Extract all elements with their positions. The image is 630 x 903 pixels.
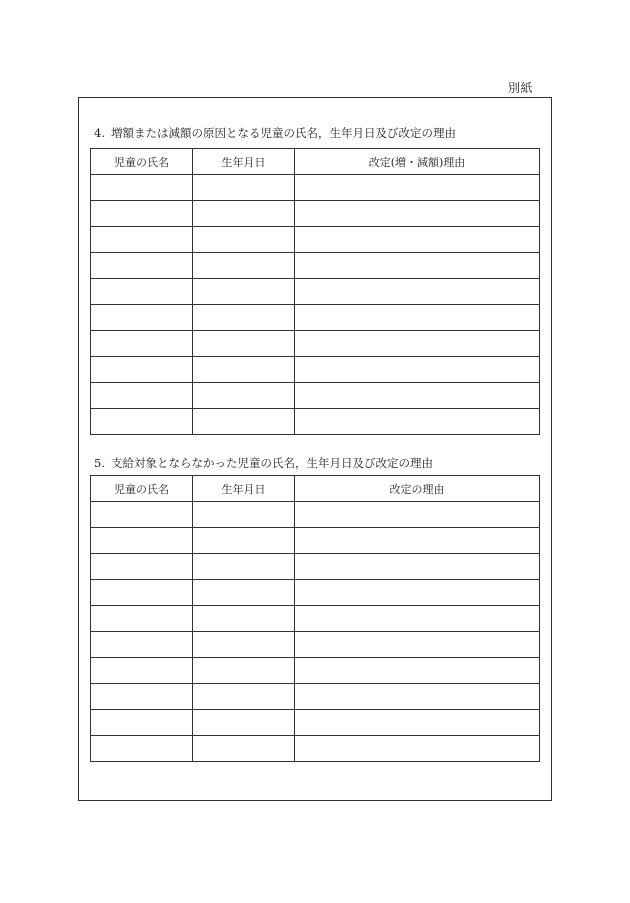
child-name-cell[interactable] xyxy=(91,580,193,606)
child-name-cell[interactable] xyxy=(91,201,193,227)
section-4-header-row xyxy=(91,149,540,175)
section-4-table xyxy=(90,148,540,435)
birth-date-cell[interactable] xyxy=(193,331,295,357)
child-name-cell[interactable] xyxy=(91,357,193,383)
birth-date-cell[interactable] xyxy=(193,528,295,554)
table-row xyxy=(91,279,540,305)
table-row xyxy=(91,684,540,710)
child-name-cell[interactable] xyxy=(91,227,193,253)
column-header-revision-reason: 改定(増・減額)理由 xyxy=(295,149,540,175)
section-4-title xyxy=(94,126,456,140)
birth-date-cell[interactable] xyxy=(193,175,295,201)
birth-date-cell[interactable] xyxy=(193,357,295,383)
revision-reason-cell[interactable] xyxy=(295,305,540,331)
table-row xyxy=(91,357,540,383)
birth-date-cell[interactable] xyxy=(193,736,295,762)
table-row xyxy=(91,409,540,435)
child-name-cell[interactable] xyxy=(91,684,193,710)
section-5-title xyxy=(94,456,433,470)
child-name-cell[interactable] xyxy=(91,253,193,279)
table-row xyxy=(91,528,540,554)
table-row xyxy=(91,658,540,684)
child-name-cell[interactable] xyxy=(91,710,193,736)
revision-reason-cell[interactable] xyxy=(295,580,540,606)
revision-reason-cell[interactable] xyxy=(295,279,540,305)
revision-reason-cell[interactable] xyxy=(295,528,540,554)
child-name-cell[interactable] xyxy=(91,554,193,580)
table-row xyxy=(91,710,540,736)
column-header-child-name: 児童の氏名 xyxy=(91,149,193,175)
revision-reason-cell[interactable] xyxy=(295,201,540,227)
birth-date-cell[interactable] xyxy=(193,502,295,528)
section-5-table xyxy=(90,475,540,762)
revision-reason-cell[interactable] xyxy=(295,253,540,279)
revision-reason-cell[interactable] xyxy=(295,606,540,632)
child-name-cell[interactable] xyxy=(91,736,193,762)
birth-date-cell[interactable] xyxy=(193,383,295,409)
child-name-cell[interactable] xyxy=(91,383,193,409)
birth-date-cell[interactable] xyxy=(193,606,295,632)
birth-date-cell[interactable] xyxy=(193,632,295,658)
revision-reason-cell[interactable] xyxy=(295,710,540,736)
child-name-cell[interactable] xyxy=(91,658,193,684)
child-name-cell[interactable] xyxy=(91,502,193,528)
table-row xyxy=(91,175,540,201)
revision-reason-cell[interactable] xyxy=(295,554,540,580)
column-header-child-name: 児童の氏名 xyxy=(91,476,193,502)
birth-date-cell[interactable] xyxy=(193,201,295,227)
child-name-cell[interactable] xyxy=(91,409,193,435)
annex-label: 別紙 xyxy=(508,81,534,95)
table-row xyxy=(91,736,540,762)
birth-date-cell[interactable] xyxy=(193,658,295,684)
birth-date-cell[interactable] xyxy=(193,305,295,331)
section-5-table-body xyxy=(91,502,540,762)
table-row xyxy=(91,606,540,632)
revision-reason-cell[interactable] xyxy=(295,409,540,435)
table-row xyxy=(91,201,540,227)
revision-reason-cell[interactable] xyxy=(295,227,540,253)
child-name-cell[interactable] xyxy=(91,279,193,305)
revision-reason-cell[interactable] xyxy=(295,658,540,684)
revision-reason-cell[interactable] xyxy=(295,502,540,528)
table-row xyxy=(91,554,540,580)
table-row xyxy=(91,227,540,253)
table-row xyxy=(91,632,540,658)
column-header-birth-date: 生年月日 xyxy=(193,476,295,502)
section-4-title-text: 増額または減額の原因となる児童の氏名，生年月日及び改定の理由 xyxy=(110,126,456,140)
revision-reason-cell[interactable] xyxy=(295,331,540,357)
revision-reason-cell[interactable] xyxy=(295,175,540,201)
birth-date-cell[interactable] xyxy=(193,253,295,279)
table-row xyxy=(91,305,540,331)
birth-date-cell[interactable] xyxy=(193,279,295,305)
column-header-birth-date: 生年月日 xyxy=(193,149,295,175)
section-4-table-body xyxy=(91,175,540,435)
revision-reason-cell[interactable] xyxy=(295,632,540,658)
table-row xyxy=(91,253,540,279)
birth-date-cell[interactable] xyxy=(193,227,295,253)
table-row xyxy=(91,383,540,409)
column-header-revision-reason: 改定の理由 xyxy=(295,476,540,502)
section-4-number: 4. xyxy=(94,126,105,140)
birth-date-cell[interactable] xyxy=(193,554,295,580)
table-row xyxy=(91,580,540,606)
section-5-header-row xyxy=(91,476,540,502)
child-name-cell[interactable] xyxy=(91,175,193,201)
section-5-title-text: 支給対象とならなかった児童の氏名，生年月日及び改定の理由 xyxy=(110,456,433,470)
child-name-cell[interactable] xyxy=(91,331,193,357)
birth-date-cell[interactable] xyxy=(193,580,295,606)
section-5-number: 5. xyxy=(94,456,105,470)
child-name-cell[interactable] xyxy=(91,305,193,331)
birth-date-cell[interactable] xyxy=(193,409,295,435)
child-name-cell[interactable] xyxy=(91,528,193,554)
revision-reason-cell[interactable] xyxy=(295,357,540,383)
birth-date-cell[interactable] xyxy=(193,684,295,710)
table-row xyxy=(91,331,540,357)
birth-date-cell[interactable] xyxy=(193,710,295,736)
revision-reason-cell[interactable] xyxy=(295,684,540,710)
revision-reason-cell[interactable] xyxy=(295,736,540,762)
child-name-cell[interactable] xyxy=(91,632,193,658)
revision-reason-cell[interactable] xyxy=(295,383,540,409)
table-row xyxy=(91,502,540,528)
child-name-cell[interactable] xyxy=(91,606,193,632)
